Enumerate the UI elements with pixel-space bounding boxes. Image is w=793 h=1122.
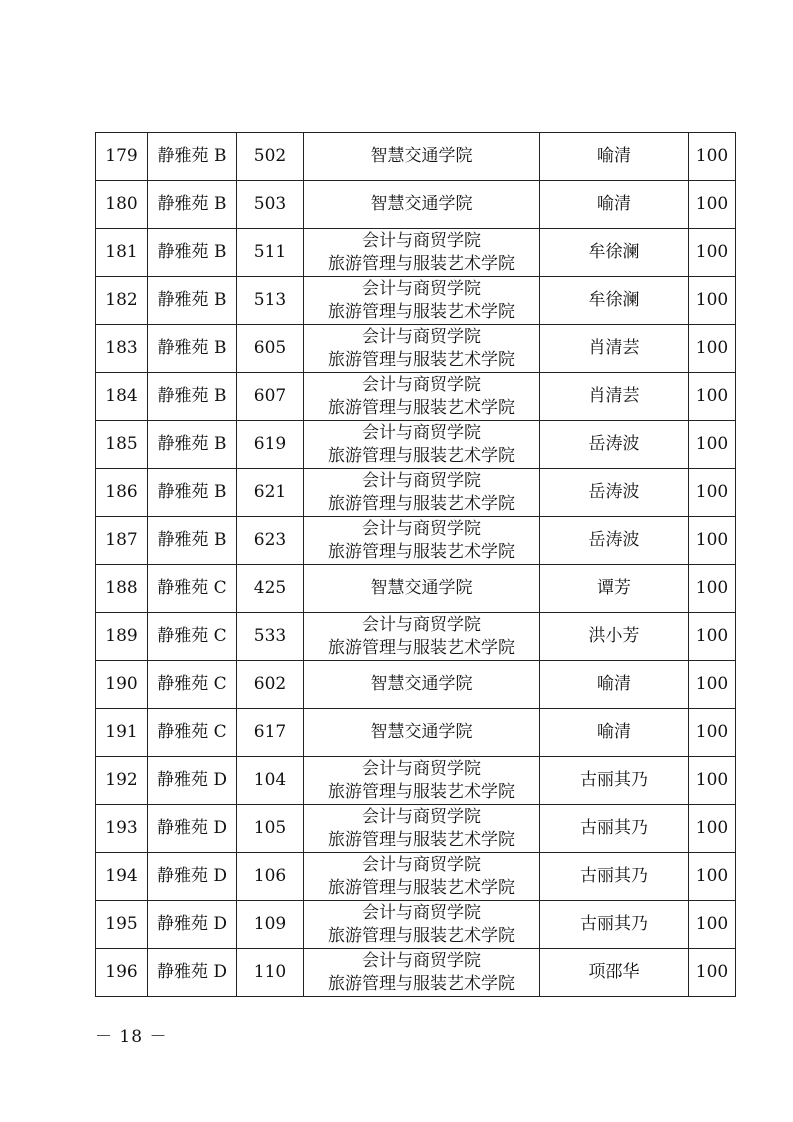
college-cell xyxy=(304,613,540,661)
college-cell xyxy=(304,229,540,277)
college-name-line: 智慧交通学院 xyxy=(370,722,473,742)
table-row xyxy=(96,517,736,565)
building-cell: 静雅苑 B xyxy=(148,181,237,229)
advisor-cell: 岳涛波 xyxy=(540,517,689,565)
college-cell xyxy=(304,133,540,181)
table-row xyxy=(96,469,736,517)
row-number-cell: 188 xyxy=(96,565,148,613)
college-cell xyxy=(304,805,540,853)
room-number-cell: 533 xyxy=(237,613,304,661)
college-name-line: 旅游管理与服装艺术学院 xyxy=(328,637,515,658)
score-cell: 100 xyxy=(689,661,736,709)
row-number-cell: 179 xyxy=(96,133,148,181)
college-name-line: 旅游管理与服装艺术学院 xyxy=(328,877,515,898)
table-row xyxy=(96,565,736,613)
building-cell: 静雅苑 D xyxy=(148,757,237,805)
advisor-cell: 喻清 xyxy=(540,181,689,229)
row-number-cell: 187 xyxy=(96,517,148,565)
college-name-line: 会计与商贸学院 xyxy=(362,374,481,395)
college-cell xyxy=(304,325,540,373)
score-cell: 100 xyxy=(689,709,736,757)
college-name-line: 旅游管理与服装艺术学院 xyxy=(328,541,515,562)
row-number-cell: 184 xyxy=(96,373,148,421)
college-cell xyxy=(304,181,540,229)
college-cell xyxy=(304,421,540,469)
row-number-cell: 183 xyxy=(96,325,148,373)
college-name-line: 旅游管理与服装艺术学院 xyxy=(328,301,515,322)
college-name-line: 会计与商贸学院 xyxy=(362,422,481,443)
row-number-cell: 182 xyxy=(96,277,148,325)
row-number-cell: 192 xyxy=(96,757,148,805)
college-name-line: 会计与商贸学院 xyxy=(362,950,481,971)
row-number-cell: 193 xyxy=(96,805,148,853)
college-name-line: 会计与商贸学院 xyxy=(362,902,481,923)
college-cell xyxy=(304,469,540,517)
score-cell: 100 xyxy=(689,325,736,373)
building-cell: 静雅苑 C xyxy=(148,661,237,709)
table-row xyxy=(96,901,736,949)
row-number-cell: 191 xyxy=(96,709,148,757)
row-number-cell: 194 xyxy=(96,853,148,901)
row-number-cell: 181 xyxy=(96,229,148,277)
advisor-cell: 肖清芸 xyxy=(540,325,689,373)
college-cell xyxy=(304,373,540,421)
room-number-cell: 623 xyxy=(237,517,304,565)
advisor-cell: 喻清 xyxy=(540,133,689,181)
table-row xyxy=(96,181,736,229)
college-name-line: 会计与商贸学院 xyxy=(362,614,481,635)
advisor-cell: 喻清 xyxy=(540,661,689,709)
table-row xyxy=(96,325,736,373)
college-cell xyxy=(304,949,540,997)
table-row xyxy=(96,133,736,181)
college-name-line: 会计与商贸学院 xyxy=(362,854,481,875)
table-row xyxy=(96,373,736,421)
score-cell: 100 xyxy=(689,853,736,901)
table-row xyxy=(96,229,736,277)
row-number-cell: 190 xyxy=(96,661,148,709)
row-number-cell: 189 xyxy=(96,613,148,661)
score-cell: 100 xyxy=(689,421,736,469)
college-name-line: 会计与商贸学院 xyxy=(362,326,481,347)
college-cell xyxy=(304,517,540,565)
table-row xyxy=(96,277,736,325)
room-number-cell: 617 xyxy=(237,709,304,757)
college-cell xyxy=(304,709,540,757)
row-number-cell: 195 xyxy=(96,901,148,949)
advisor-cell: 喻清 xyxy=(540,709,689,757)
score-cell: 100 xyxy=(689,901,736,949)
page-number: － 18 － xyxy=(95,1027,168,1047)
college-cell xyxy=(304,565,540,613)
building-cell: 静雅苑 B xyxy=(148,277,237,325)
advisor-cell: 牟徐澜 xyxy=(540,277,689,325)
college-cell xyxy=(304,853,540,901)
table-row xyxy=(96,805,736,853)
building-cell: 静雅苑 B xyxy=(148,229,237,277)
advisor-cell: 洪小芳 xyxy=(540,613,689,661)
table-row xyxy=(96,421,736,469)
score-cell: 100 xyxy=(689,613,736,661)
score-cell: 100 xyxy=(689,805,736,853)
college-cell xyxy=(304,661,540,709)
college-cell xyxy=(304,901,540,949)
room-number-cell: 621 xyxy=(237,469,304,517)
building-cell: 静雅苑 B xyxy=(148,517,237,565)
college-cell xyxy=(304,277,540,325)
college-name-line: 旅游管理与服装艺术学院 xyxy=(328,829,515,850)
table-row xyxy=(96,757,736,805)
college-name-line: 旅游管理与服装艺术学院 xyxy=(328,781,515,802)
table-row xyxy=(96,709,736,757)
building-cell: 静雅苑 B xyxy=(148,469,237,517)
building-cell: 静雅苑 C xyxy=(148,565,237,613)
building-cell: 静雅苑 B xyxy=(148,133,237,181)
score-cell: 100 xyxy=(689,565,736,613)
room-number-cell: 605 xyxy=(237,325,304,373)
building-cell: 静雅苑 D xyxy=(148,805,237,853)
building-cell: 静雅苑 B xyxy=(148,421,237,469)
room-number-cell: 513 xyxy=(237,277,304,325)
score-cell: 100 xyxy=(689,277,736,325)
room-number-cell: 502 xyxy=(237,133,304,181)
building-cell: 静雅苑 D xyxy=(148,853,237,901)
advisor-cell: 项邵华 xyxy=(540,949,689,997)
room-number-cell: 110 xyxy=(237,949,304,997)
score-cell: 100 xyxy=(689,517,736,565)
college-name-line: 会计与商贸学院 xyxy=(362,758,481,779)
college-name-line: 旅游管理与服装艺术学院 xyxy=(328,925,515,946)
score-cell: 100 xyxy=(689,757,736,805)
college-name-line: 旅游管理与服装艺术学院 xyxy=(328,253,515,274)
table-row xyxy=(96,853,736,901)
advisor-cell: 古丽其乃 xyxy=(540,805,689,853)
room-number-cell: 511 xyxy=(237,229,304,277)
college-name-line: 旅游管理与服装艺术学院 xyxy=(328,445,515,466)
advisor-cell: 岳涛波 xyxy=(540,421,689,469)
room-number-cell: 106 xyxy=(237,853,304,901)
advisor-cell: 古丽其乃 xyxy=(540,757,689,805)
advisor-cell: 古丽其乃 xyxy=(540,901,689,949)
college-name-line: 智慧交通学院 xyxy=(370,674,473,694)
table-body xyxy=(96,133,736,997)
building-cell: 静雅苑 D xyxy=(148,901,237,949)
college-name-line: 会计与商贸学院 xyxy=(362,470,481,491)
college-name-line: 智慧交通学院 xyxy=(370,194,473,214)
college-cell xyxy=(304,757,540,805)
room-number-cell: 104 xyxy=(237,757,304,805)
score-cell: 100 xyxy=(689,181,736,229)
table-row xyxy=(96,949,736,997)
advisor-cell: 肖清芸 xyxy=(540,373,689,421)
college-name-line: 会计与商贸学院 xyxy=(362,518,481,539)
table-row xyxy=(96,661,736,709)
college-name-line: 旅游管理与服装艺术学院 xyxy=(328,973,515,994)
room-number-cell: 607 xyxy=(237,373,304,421)
room-number-cell: 109 xyxy=(237,901,304,949)
advisor-cell: 牟徐澜 xyxy=(540,229,689,277)
building-cell: 静雅苑 B xyxy=(148,373,237,421)
college-name-line: 旅游管理与服装艺术学院 xyxy=(328,349,515,370)
row-number-cell: 180 xyxy=(96,181,148,229)
college-name-line: 旅游管理与服装艺术学院 xyxy=(328,397,515,418)
room-number-cell: 619 xyxy=(237,421,304,469)
score-cell: 100 xyxy=(689,949,736,997)
room-number-cell: 425 xyxy=(237,565,304,613)
room-number-cell: 105 xyxy=(237,805,304,853)
row-number-cell: 185 xyxy=(96,421,148,469)
room-number-cell: 503 xyxy=(237,181,304,229)
row-number-cell: 186 xyxy=(96,469,148,517)
building-cell: 静雅苑 D xyxy=(148,949,237,997)
row-number-cell: 196 xyxy=(96,949,148,997)
advisor-cell: 谭芳 xyxy=(540,565,689,613)
table-row xyxy=(96,613,736,661)
college-name-line: 会计与商贸学院 xyxy=(362,230,481,251)
advisor-cell: 古丽其乃 xyxy=(540,853,689,901)
college-name-line: 会计与商贸学院 xyxy=(362,278,481,299)
college-name-line: 智慧交通学院 xyxy=(370,578,473,598)
college-name-line: 智慧交通学院 xyxy=(370,146,473,166)
score-cell: 100 xyxy=(689,469,736,517)
building-cell: 静雅苑 C xyxy=(148,613,237,661)
room-number-cell: 602 xyxy=(237,661,304,709)
score-cell: 100 xyxy=(689,373,736,421)
building-cell: 静雅苑 B xyxy=(148,325,237,373)
dormitory-score-table xyxy=(95,132,736,997)
score-cell: 100 xyxy=(689,229,736,277)
building-cell: 静雅苑 C xyxy=(148,709,237,757)
score-cell: 100 xyxy=(689,133,736,181)
advisor-cell: 岳涛波 xyxy=(540,469,689,517)
college-name-line: 会计与商贸学院 xyxy=(362,806,481,827)
college-name-line: 旅游管理与服装艺术学院 xyxy=(328,493,515,514)
